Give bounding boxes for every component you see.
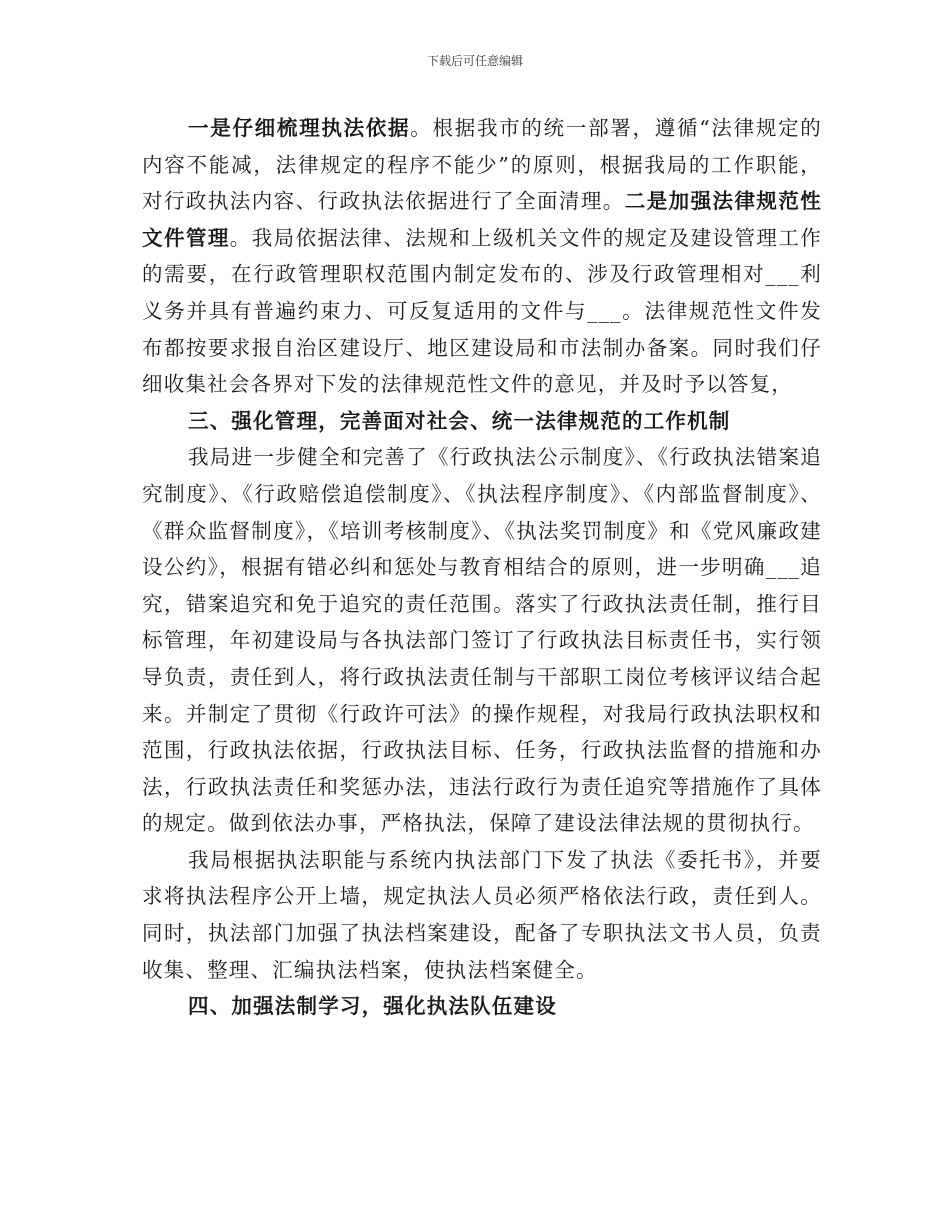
paragraph-entrustment: 我局根据执法职能与系统内执法部门下发了执法《委托书》，并要求将执法程序公开上墙，规定执法人员必须严格依法行政，责任到人。同时，执法部门加强了执法档案建设，配备了专职执法文书人员，负责收集、整理、汇编执法档案，使执法档案健全。 — [142, 847, 822, 982]
section-heading-4: 四、加强法制学习，强化执法队伍建设 — [188, 994, 557, 1019]
bold-lead-point-2: 二是加强法律规范性文件管理 — [142, 189, 822, 250]
section-heading-3: 三、强化管理，完善面对社会、统一法律规范的工作机制 — [188, 408, 731, 433]
document-body — [142, 110, 822, 1025]
page-header: 下载后可任意编辑 — [426, 54, 523, 68]
paragraph-mechanisms: 我局进一步健全和完善了《行政执法公示制度》、《行政执法错案追究制度》、《行政赔偿追偿制度》、《执法程序制度》、《内部监督制度》、《群众监督制度》，《培训考核制度》、《执法奖罚制度》和《党风廉政建设公约》，根据有错必纠和惩处与教育相结合的原则，进一步明确___追究，错案追究和免于追究的责任范围。落实了行政执法责任制，推行目标管理，年初建设局与各执法部门签订了行政执法目标责任书，实行领导负责，责任到人，将行政执法责任制与干部职工岗位考核评议结合起来。并制定了贯彻《行政许可法》的操作规程，对我局行政执法职权和范围，行政执法依据，行政执法目标、任务，行政执法监督的措施和办法，行政执法责任和奖惩办法，违法行政行为责任追究等措施作了具体的规定。做到依法办事，严格执法，保障了建设法律法规的贯彻执行。 — [142, 445, 822, 836]
paragraph-text: 。我局依据法律、法规和上级机关文件的规定及建设管理工作的需要，在行政管理职权范围内制定发布的、涉及行政管理相对___利义务并具有普遍约束力、可反复适用的文件与___。法律规范性文件发布都按要求报自治区建设厅、地区建设局和市法制办备案。同时我们仔细收集社会各界对下发的法律规范性文件的意见，并及时予以答复， — [142, 225, 822, 397]
paragraph-work-measures — [142, 110, 822, 403]
bold-lead-point-1: 一是仔细梳理执法依据 — [188, 116, 411, 140]
paragraph-text: 。根据我市的统一部署，遵循“法律规定的内容不能减，法律规定的程序不能少”的原则，根据我局的工作职能，对行政执法内容、行政执法依据进行了全面清理。 — [142, 116, 823, 214]
